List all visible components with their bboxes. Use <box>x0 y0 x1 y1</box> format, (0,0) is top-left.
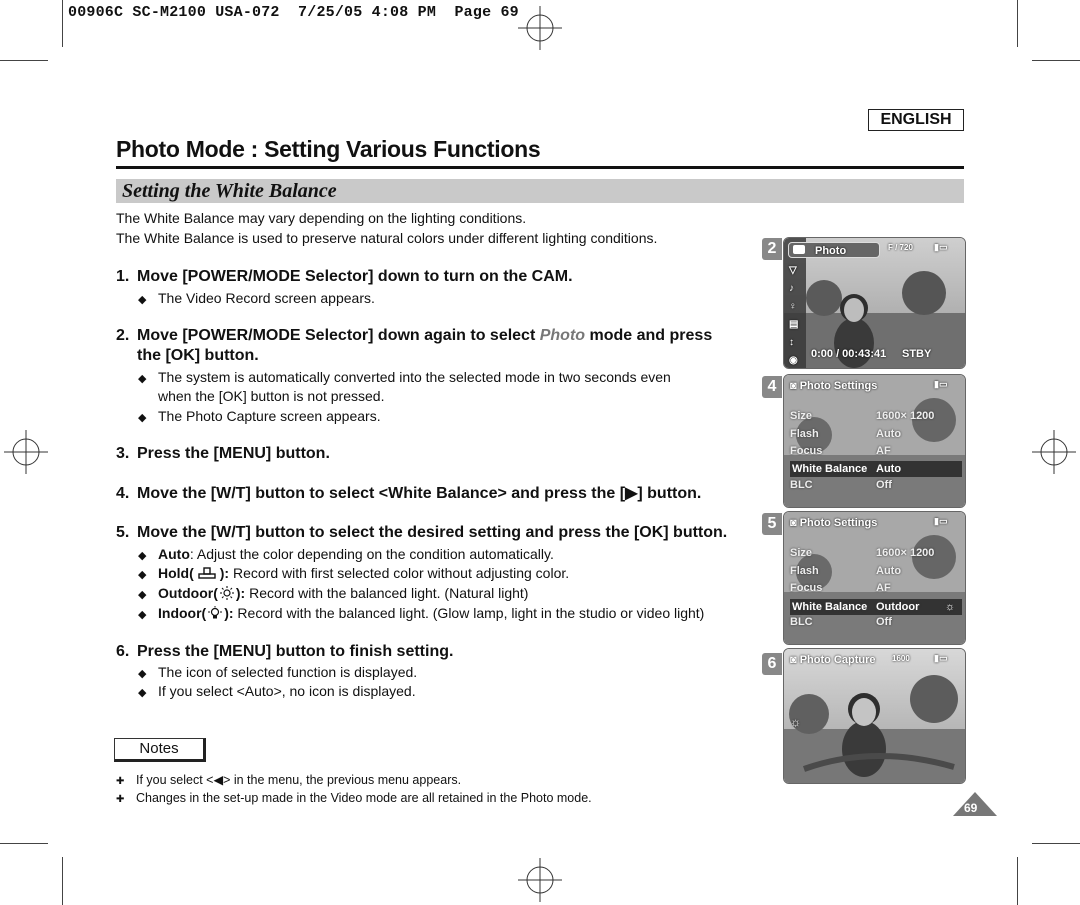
screen-photo-settings <box>783 374 966 508</box>
crop-mark <box>0 843 48 844</box>
camera-icon: ◙ <box>790 517 800 529</box>
photo-mode-word: Photo <box>539 327 586 344</box>
menu-row-white-balance[interactable]: White Balance Auto <box>790 461 962 477</box>
camera-icon: ◙ <box>790 654 800 666</box>
intro-line: The White Balance is used to preserve natural colors under different lighting conditions. <box>116 230 658 246</box>
step-text: Move [POWER/MODE Selector] down to turn on the CAM. <box>137 268 573 285</box>
bullet: ◆ The icon of selected function is displayed. <box>138 662 417 684</box>
note-item: ✚ Changes in the set-up made in the Video mode are all retained in the Photo mode. <box>116 791 592 805</box>
step-2: 2. Move [POWER/MODE Selector] down again to select Photo mode and press <box>116 327 713 344</box>
diamond-icon: ◆ <box>138 373 147 385</box>
bullet: ◆ The system is automatically converted into the selected mode in two seconds even <box>138 367 671 389</box>
diamond-icon: ◆ <box>138 412 147 424</box>
crop-mark <box>1017 857 1018 905</box>
option-indoor: ◆ Indoor( ): Record with the balanced light. (Glow lamp, light in the studio or video light) <box>138 603 704 625</box>
language-label: ENGLISH <box>868 109 964 131</box>
bullet: ◆ If you select <Auto>, no icon is displayed. <box>138 681 416 703</box>
bulb-icon <box>207 606 223 620</box>
step-number: 2. <box>116 327 130 344</box>
resolution-label: F / 720 <box>888 243 913 252</box>
screen-photo-settings-outdoor <box>783 511 966 645</box>
registration-mark-top <box>518 6 562 50</box>
screen-photo-capture <box>783 648 966 784</box>
battery-icon: ▮▭ <box>934 242 948 252</box>
sun-icon: ☼ <box>945 601 956 613</box>
menu-row-white-balance[interactable]: White Balance Outdoor ☼ <box>790 599 962 615</box>
step-4: 4. Move the [W/T] button to select <White Balance> and press the [▶] button. <box>116 485 702 502</box>
capture-title: ◙ Photo Capture <box>790 654 876 666</box>
intro-line: The White Balance may vary depending on the lighting conditions. <box>116 210 527 226</box>
battery-icon: ▮▭ <box>934 379 948 389</box>
step-3: 3. Press the [MENU] button. <box>116 445 330 462</box>
step-2-cont: the [OK] button. <box>137 347 259 364</box>
option-auto: ◆ Auto: Adjust the color depending on the condition automatically. <box>138 544 554 566</box>
menu-title: ◙ Photo Settings <box>790 517 878 529</box>
step-5: 5. Move the [W/T] button to select the desired setting and press the [OK] button. <box>116 524 728 541</box>
bullet: ◆ The Video Record screen appears. <box>138 288 375 310</box>
sun-icon: ☼ <box>790 715 801 729</box>
crop-mark <box>0 60 48 61</box>
option-outdoor: ◆ Outdoor( ): Record with the balanced light. (Natural light) <box>138 583 528 605</box>
diamond-icon: ◆ <box>138 294 147 306</box>
menu-row-size[interactable]: Size 1600× 1200 <box>790 410 935 422</box>
step-number: 3. <box>116 445 130 462</box>
registration-mark-bottom <box>518 858 562 902</box>
page-number: 69 <box>964 801 978 815</box>
crop-mark <box>62 0 63 47</box>
diamond-icon: ◆ <box>138 687 147 699</box>
diamond-icon: ◆ <box>138 609 147 621</box>
diamond-icon: ◆ <box>138 668 147 680</box>
step-number: 5. <box>116 524 130 541</box>
screen-photo-mode <box>783 237 966 369</box>
bullet: ◆ The Photo Capture screen appears. <box>138 406 381 428</box>
diamond-icon: ◆ <box>138 569 147 581</box>
menu-row-flash[interactable]: Flash Auto <box>790 565 902 577</box>
notes-label: Notes <box>114 738 206 762</box>
camera-icon: ◙ <box>790 380 800 392</box>
note-item: ✚ If you select <◀> in the menu, the previous menu appears. <box>116 773 462 787</box>
registration-mark-left <box>4 430 48 474</box>
option-hold: ◆ Hold( ): Record with first selected color without adjusting color. <box>138 563 569 585</box>
cross-bullet-icon: ✚ <box>116 794 125 805</box>
section-title: Setting the White Balance <box>122 180 337 202</box>
registration-mark-right <box>1032 430 1076 474</box>
diamond-icon: ◆ <box>138 550 147 562</box>
crop-mark <box>1032 843 1080 844</box>
page-title: Photo Mode : Setting Various Functions <box>116 136 541 162</box>
hold-wb-icon <box>196 566 218 580</box>
step-6: 6. Press the [MENU] button to finish setting. <box>116 643 454 660</box>
screen-badge: 5 <box>762 513 782 535</box>
mode-icons: ▽ ♪ ♀ ▤ ↕ ◉ <box>789 265 799 366</box>
cross-bullet-icon: ✚ <box>116 776 125 787</box>
bullet-cont: when the [OK] button is not pressed. <box>158 388 385 404</box>
camera-preview-image <box>784 649 965 783</box>
screen-badge: 6 <box>762 653 782 675</box>
menu-title: ◙ Photo Settings <box>790 380 878 392</box>
step-1 <box>116 267 573 287</box>
diamond-icon: ◆ <box>138 589 147 601</box>
menu-row-focus[interactable]: Focus AF <box>790 445 891 457</box>
counter: 0:00 / 00:43:41 <box>811 348 887 360</box>
mode-label: Photo <box>788 242 880 258</box>
screen-badge: 2 <box>762 238 782 260</box>
sun-icon <box>219 586 235 600</box>
battery-icon: ▮▭ <box>934 516 948 526</box>
camera-icon <box>793 245 805 254</box>
resolution-label: 1600 <box>892 654 910 663</box>
crop-mark <box>62 857 63 905</box>
menu-row-size[interactable]: Size 1600× 1200 <box>790 547 935 559</box>
menu-row-blc[interactable]: BLC Off <box>790 479 892 491</box>
printer-slug: 00906C SC-M2100 USA-072 7/25/05 4:08 PM Page 69 <box>68 4 519 21</box>
step-number: 6. <box>116 643 130 660</box>
title-rule <box>116 166 964 169</box>
screen-badge: 4 <box>762 376 782 398</box>
step-number: 4. <box>116 485 130 502</box>
menu-row-flash[interactable]: Flash Auto <box>790 428 902 440</box>
battery-icon: ▮▭ <box>934 653 948 663</box>
status-label: STBY <box>902 348 932 360</box>
menu-row-focus[interactable]: Focus AF <box>790 582 891 594</box>
crop-mark <box>1017 0 1018 47</box>
step-number: 1. <box>116 268 130 285</box>
crop-mark <box>1032 60 1080 61</box>
menu-row-blc[interactable]: BLC Off <box>790 616 892 628</box>
